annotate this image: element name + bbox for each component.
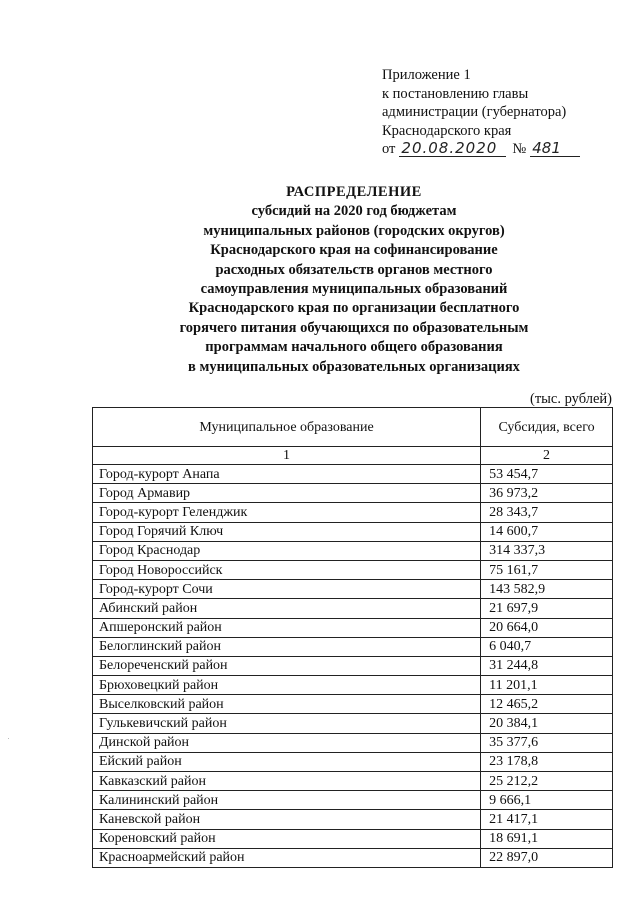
table-row [93, 772, 613, 791]
table-row [93, 599, 613, 618]
table-row [93, 484, 613, 503]
table-row [93, 791, 613, 810]
subsidy-cell: 53 454,7 [481, 465, 613, 484]
table-row [93, 465, 613, 484]
appendix-line: Приложение 1 [382, 67, 471, 83]
municipality-cell: Апшеронский район [93, 618, 481, 637]
appendix-line: к постановлению главы [382, 85, 529, 102]
appendix-line: администрации (губернатора) [382, 104, 567, 120]
title-heading: РАСПРЕДЕЛЕНИЕ [286, 184, 422, 200]
municipality-cell: Кавказский район [93, 772, 481, 791]
subsidy-cell: 314 337,3 [481, 541, 613, 560]
subsidy-cell: 20 664,0 [481, 618, 613, 637]
municipality-cell: Красноармейский район [93, 848, 481, 867]
column-header-subsidy: Субсидия, всего [481, 408, 613, 447]
municipality-cell: Динской район [93, 733, 481, 752]
handwritten-number: 481 [530, 140, 580, 157]
municipality-cell: Гулькевичский район [93, 714, 481, 733]
subsidy-cell: 9 666,1 [481, 791, 613, 810]
subsidy-cell: 143 582,9 [481, 580, 613, 599]
decree-date-number [382, 140, 622, 159]
subsidy-cell: 20 384,1 [481, 714, 613, 733]
municipality-cell: Ейский район [93, 752, 481, 771]
table-header-row [93, 408, 613, 447]
table-row [93, 695, 613, 714]
municipality-cell: Город Краснодар [93, 541, 481, 560]
table-row [93, 503, 613, 522]
appendix-block [382, 66, 622, 159]
from-label: от [382, 141, 396, 157]
table-row [93, 580, 613, 599]
municipality-cell: Город Армавир [93, 484, 481, 503]
title-lines [90, 202, 618, 377]
title-line: Краснодарского края на софинансирование [210, 242, 498, 259]
title-line: горячего питания обучающихся по образовательным [179, 319, 529, 336]
subsidy-cell: 14 600,7 [481, 522, 613, 541]
subsidy-cell: 28 343,7 [481, 503, 613, 522]
municipality-cell: Город-курорт Анапа [93, 465, 481, 484]
handwritten-date: 20.08.2020 [399, 140, 506, 157]
table-row [93, 560, 613, 579]
unit-label: (тыс. рублей) [530, 391, 612, 407]
title-line: программам начального общего образования [205, 339, 503, 356]
municipality-cell: Каневской район [93, 810, 481, 829]
subsidy-cell: 12 465,2 [481, 695, 613, 714]
table-row [93, 829, 613, 848]
table-row [93, 656, 613, 675]
subsidy-cell: 21 697,9 [481, 599, 613, 618]
municipality-cell: Калининский район [93, 791, 481, 810]
municipality-cell: Белоглинский район [93, 637, 481, 656]
subsidy-cell: 23 178,8 [481, 752, 613, 771]
title-line: самоуправления муниципальных образований [200, 281, 508, 298]
subsidy-cell: 75 161,7 [481, 560, 613, 579]
column-number: 1 [93, 447, 481, 465]
table-row [93, 637, 613, 656]
subsidy-cell: 22 897,0 [481, 848, 613, 867]
title-line: Краснодарского края по организации бесплатного [188, 300, 520, 317]
title-line: в муниципальных образовательных организациях [188, 358, 520, 375]
municipality-cell: Город Горячий Ключ [93, 522, 481, 541]
document-title [90, 183, 618, 377]
municipality-cell: Город-курорт Геленджик [93, 503, 481, 522]
subsidy-cell: 25 212,2 [481, 772, 613, 791]
table-row [93, 810, 613, 829]
table-row [93, 676, 613, 695]
subsidy-table [92, 407, 613, 868]
subsidy-cell: 35 377,6 [481, 733, 613, 752]
appendix-line: Краснодарского края [382, 122, 512, 139]
column-number-row [93, 447, 613, 465]
table-row [93, 733, 613, 752]
number-label: № [512, 141, 527, 157]
municipality-cell: Выселковский район [93, 695, 481, 714]
subsidy-cell: 6 040,7 [481, 637, 613, 656]
title-line: субсидий на 2020 год бюджетам [251, 203, 457, 220]
subsidy-cell: 31 244,8 [481, 656, 613, 675]
column-number: 2 [481, 447, 613, 465]
table-body [93, 465, 613, 868]
table-row [93, 848, 613, 867]
table-row [93, 541, 613, 560]
municipality-cell: Город-курорт Сочи [93, 580, 481, 599]
title-line: расходных обязательств органов местного [215, 261, 493, 278]
table-row [93, 714, 613, 733]
title-line: муниципальных районов (городских округов) [203, 222, 505, 239]
table-row [93, 618, 613, 637]
column-header-municipality: Муниципальное образование [93, 408, 481, 447]
subsidy-cell: 18 691,1 [481, 829, 613, 848]
municipality-cell: Кореновский район [93, 829, 481, 848]
subsidy-cell: 11 201,1 [481, 676, 613, 695]
table-row [93, 752, 613, 771]
table-row [93, 522, 613, 541]
scan-speck [8, 738, 9, 739]
subsidy-cell: 21 417,1 [481, 810, 613, 829]
municipality-cell: Абинский район [93, 599, 481, 618]
municipality-cell: Белореченский район [93, 656, 481, 675]
municipality-cell: Город Новороссийск [93, 560, 481, 579]
subsidy-cell: 36 973,2 [481, 484, 613, 503]
municipality-cell: Брюховецкий район [93, 676, 481, 695]
